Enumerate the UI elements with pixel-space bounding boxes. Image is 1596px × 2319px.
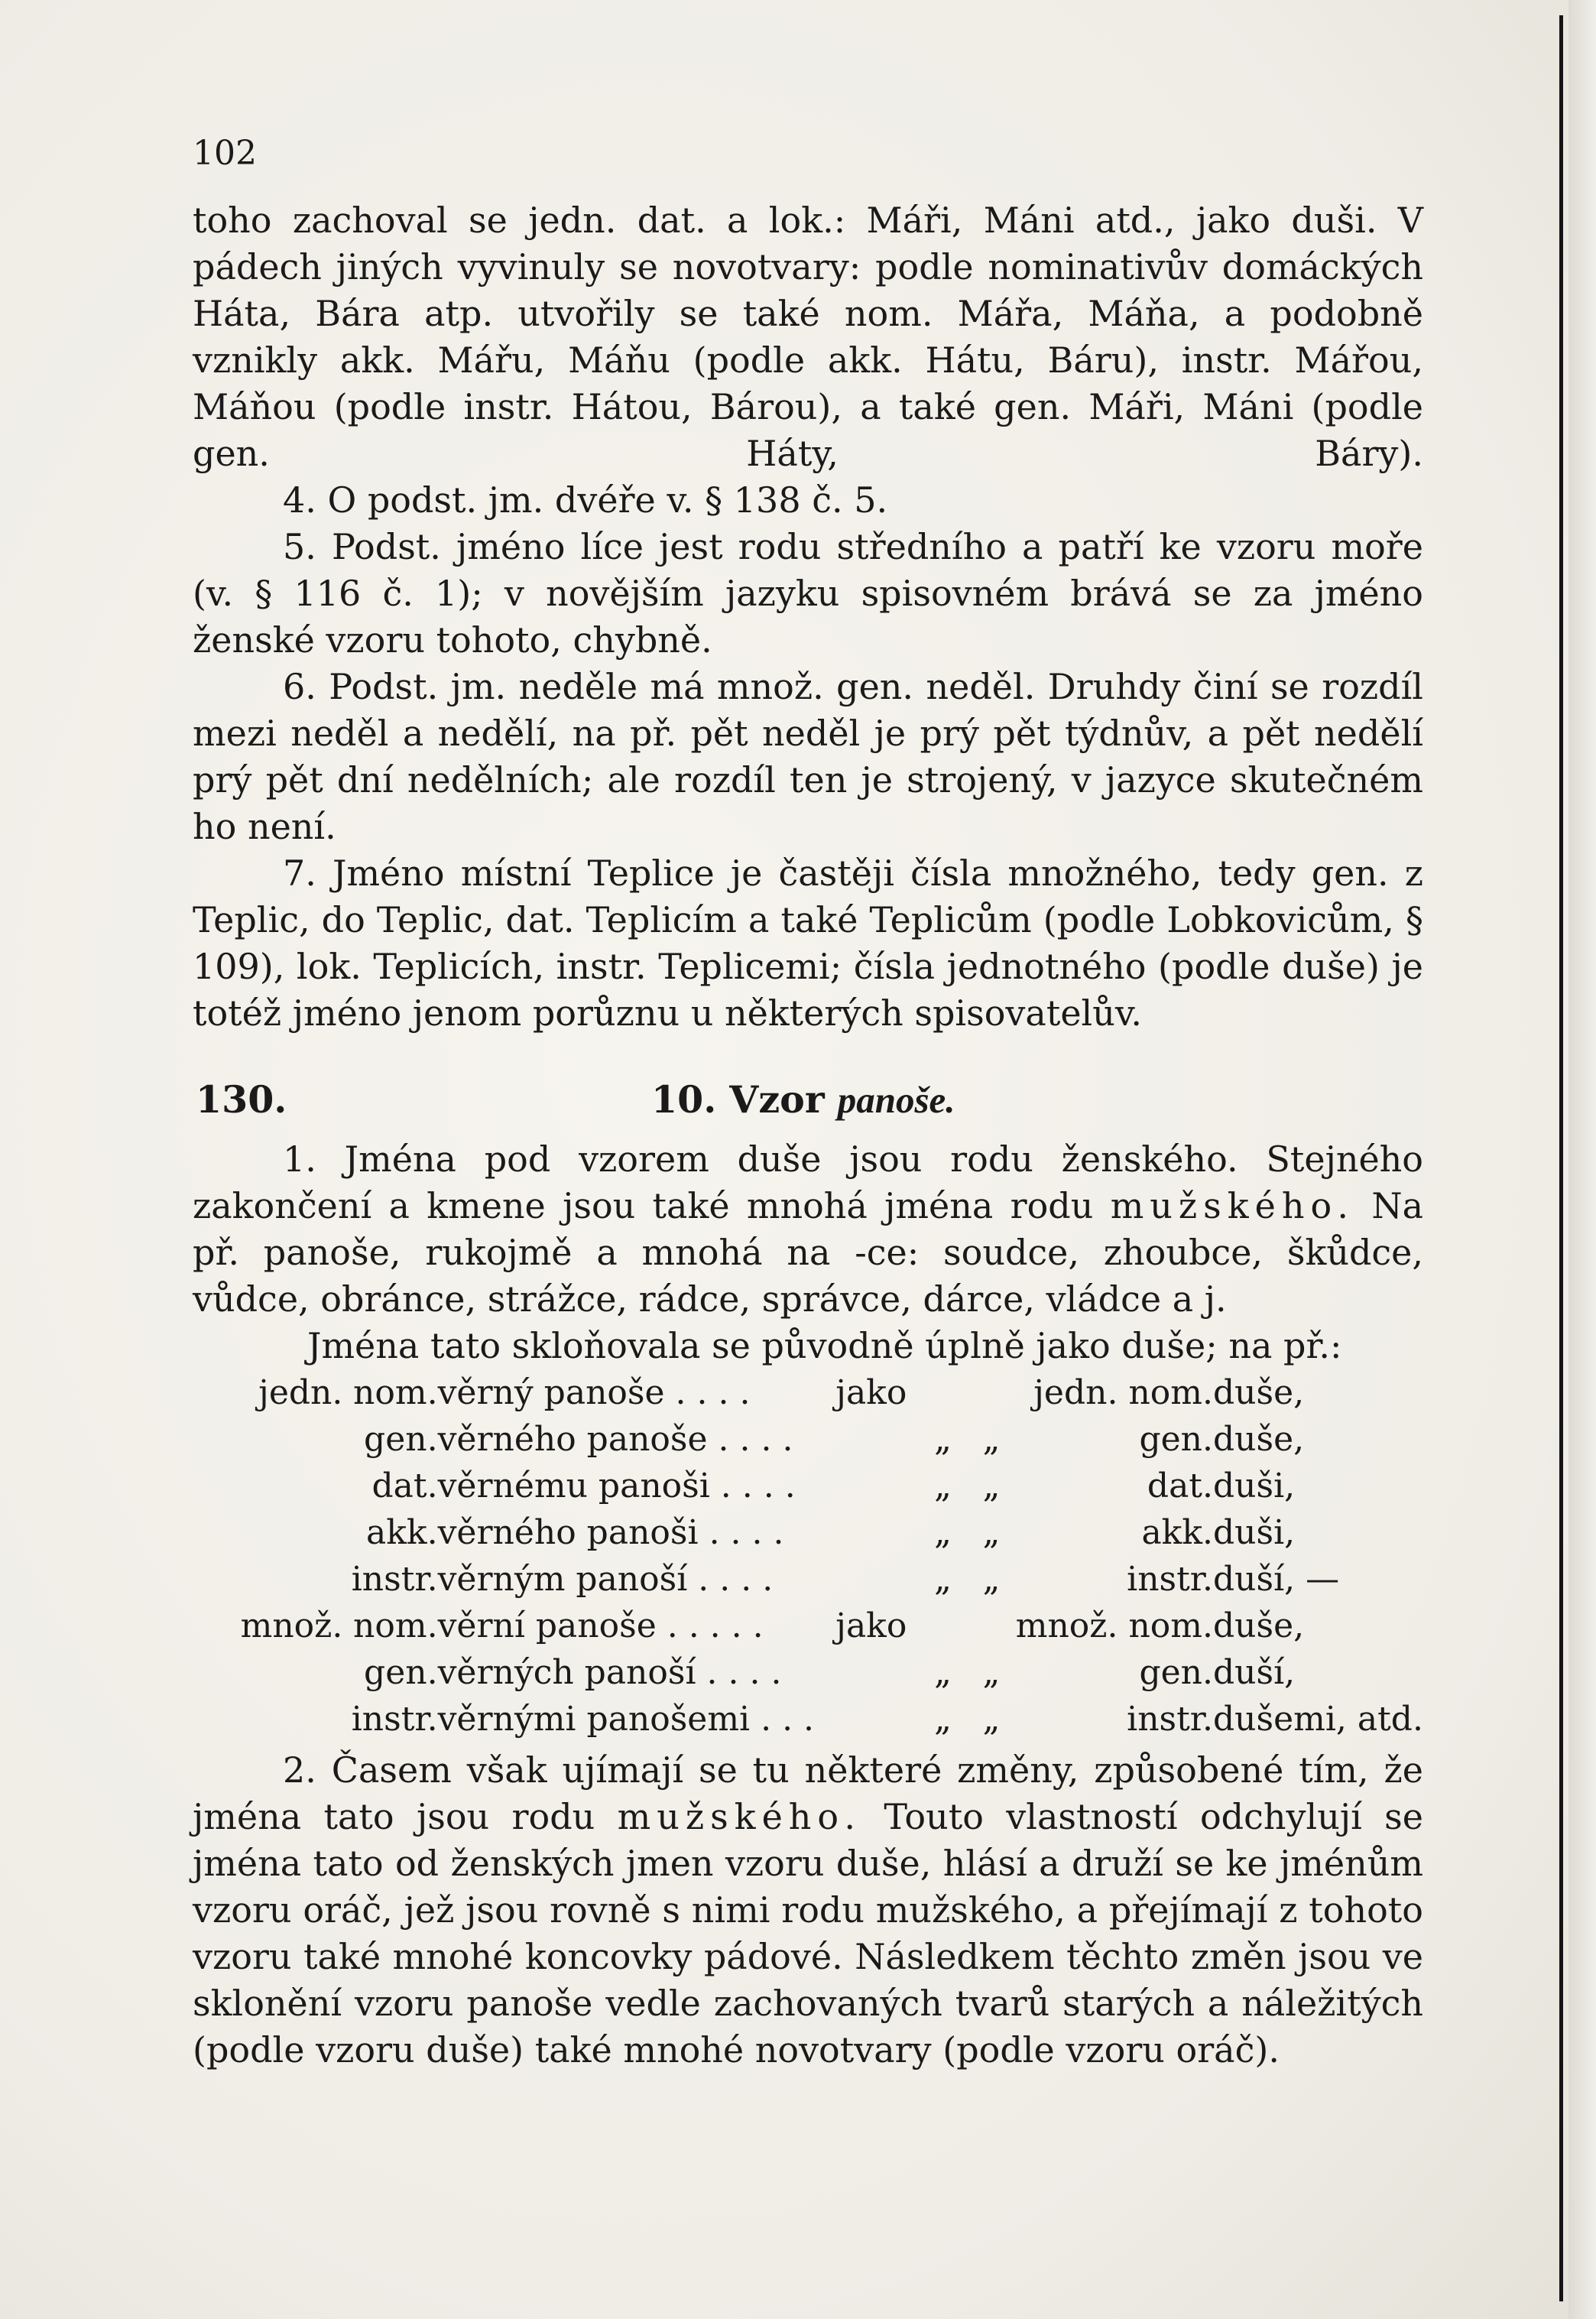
declension-leader-dots: . . . . [709,1513,784,1552]
p2-spaced: mužského. [617,1796,861,1837]
declension-q2: „ [982,1560,1001,1599]
declension-number [238,1696,342,1742]
declension-soul: duší, [1212,1653,1296,1692]
declension-table [238,1369,1423,1742]
declension-row [238,1463,1423,1509]
declension-rel: jako [835,1373,907,1412]
declension-q1: „ [934,1560,952,1599]
declension-form-text: věrných panoší [437,1653,696,1692]
declension-form-text: věrnými panošemi [437,1700,751,1739]
declension-case: akk. [366,1513,438,1552]
declension-rel [835,1556,919,1603]
declension-row [238,1556,1423,1603]
page-number: 102 [193,134,257,173]
paragraph-continuation: toho zachoval se jedn. dat. a lok.: Máři, Máni atd., jako duši. V pádech jiných vyvinuly se novotvary: podle nominativův domáckých Háta, Bára atp. utvořily se také nom. Mářa, Máňa, a podobně vznikly akk. Mářu, Máňu (podle akk. Hátu, Báru), instr. Mářou, Máňou (podle instr. Hátou, Bárou), a také gen. Máři, Máni (podle gen. Háty, Báry). [193,200,1423,474]
declension-form [438,1696,836,1742]
declension-case2: akk. [1141,1513,1213,1552]
declension-row [238,1649,1423,1696]
p1-before: 1. Jména pod vzorem duše jsou rodu ženského. Stejného zakončení a kmene jsou také mnohá jména rodu [193,1138,1423,1226]
declension-form-text: věrní panoše [437,1606,657,1645]
declension-leader-dots: . . . . [718,1420,793,1459]
declension-soul: duše, [1212,1606,1305,1645]
declension-soul: duši, [1212,1466,1296,1505]
declension-case2: gen. [1139,1653,1213,1692]
declension-rel [835,1463,919,1509]
declension-rel: jako [835,1606,907,1645]
declension-case: nom. [353,1606,438,1645]
declension-row [238,1369,1423,1416]
declension-soul: duši, [1212,1513,1296,1552]
page-edge-line [1559,15,1563,2301]
declension-q2 [967,1603,1015,1649]
declension-case2: množ. nom. [1015,1606,1213,1645]
section-paragraph-2 [193,1747,1423,2074]
declension-q2: „ [982,1653,1001,1692]
declension-number [238,1416,342,1463]
declension-rel [835,1649,919,1696]
declension-q2 [967,1369,1015,1416]
declension-leader-dots: . . . . . [667,1606,764,1645]
declension-case: gen. [364,1653,438,1692]
declension-form [438,1556,836,1603]
declension-case2: jedn. nom. [1033,1373,1213,1412]
section-paragraph-1 [193,1136,1423,1323]
declension-leader-dots: . . . . [675,1373,751,1412]
declension-number [238,1463,342,1509]
declension-intro: Jména tato skloňovala se původně úplně jako duše; na př.: [307,1325,1342,1366]
declension-rel [835,1416,919,1463]
declension-case: dat. [371,1466,438,1505]
declension-leader-dots: . . . . [698,1560,774,1599]
declension-number [238,1509,342,1556]
declension-soul: duše, [1212,1373,1305,1412]
declension-form-text: věrný panoše [437,1373,665,1412]
declension-case: nom. [353,1373,438,1412]
declension-case: gen. [364,1420,438,1459]
page-text [193,130,1423,2074]
declension-q1 [919,1603,967,1649]
declension-q2: „ [982,1420,1001,1459]
declension-form-text: věrného panoše [437,1420,708,1459]
declension-case: instr. [351,1700,438,1739]
paragraph-6: 6. Podst. jm. neděle má množ. gen. neděl. Druhdy činí se rozdíl mezi neděl a nedělí, na př. pět neděl je prý pět týdnův, a pět nedělí prý pět dní nedělních; ale rozdíl ten je strojený, v jazyce skutečném ho není. [193,666,1423,847]
declension-row [238,1603,1423,1649]
declension-form-text: věrným panoší [437,1560,688,1599]
p2-before: 2. Časem však ujímají se tu některé změny, způsobené tím, že jména tato jsou rodu [193,1749,1423,1837]
section-heading [193,1077,1423,1125]
declension-q1: „ [934,1700,952,1739]
declension-form-text: věrnému panoši [437,1466,710,1505]
paragraph-4: 4. O podst. jm. dvéře v. § 138 č. 5. [283,479,888,521]
declension-q1: „ [934,1653,952,1692]
declension-leader-dots: . . . . [706,1653,782,1692]
p1-after: Na př. panoše, rukojmě a mnohá na -ce: soudce, zhoubce, škůdce, vůdce, obránce, strážce, rádce, správce, dárce, vládce a j. [193,1185,1424,1320]
declension-q2: „ [982,1513,1001,1552]
declension-case2: dat. [1147,1466,1213,1505]
declension-leader-dots: . . . . [720,1466,796,1505]
section-number: 130. [196,1077,287,1122]
declension-row [238,1416,1423,1463]
declension-soul: duší, — [1212,1560,1340,1599]
declension-q1: „ [934,1466,952,1505]
declension-form [438,1509,836,1556]
p2-after: Touto vlastností odchylují se jména tato od ženských jmen vzoru duše, hlásí a druží se ke jménům vzoru oráč, jež jsou rovně s nimi rodu mužského, a přejímají z tohoto vzoru také mnohé koncovky pádové. Následkem těchto změn jsou ve sklonění vzoru panoše vedle zachovaných tvarů starých a náležitých (podle vzoru duše) také mnohé novotvary (podle vzoru oráč). [193,1796,1423,2071]
p1-spaced: mužského. [1110,1185,1355,1226]
declension-number: jedn. [258,1373,343,1412]
declension-rows [238,1369,1423,1742]
declension-case2: instr. [1127,1560,1213,1599]
declension-leader-dots: . . . [761,1700,815,1739]
declension-q2: „ [982,1700,1001,1739]
declension-soul: duše, [1212,1420,1305,1459]
paragraph-5: 5. Podst. jméno líce jest rodu středního a patří ke vzoru moře (v. § 116 č. 1); v novějším jazyku spisovném brává se za jméno ženské vzoru tohoto, chybně. [193,526,1423,661]
section-title-prefix: 10. Vzor [651,1077,825,1122]
declension-number [238,1649,342,1696]
declension-rel [835,1509,919,1556]
declension-case2: instr. [1127,1700,1213,1739]
declension-q2: „ [982,1466,1001,1505]
declension-case2: gen. [1139,1420,1213,1459]
declension-rel [835,1696,919,1742]
section-title [651,1077,955,1123]
declension-form [438,1649,836,1696]
paragraph-7: 7. Jméno místní Teplice je častěji čísla množného, tedy gen. z Teplic, do Teplic, dat. Teplicím a také Teplicům (podle Lobkovicům, § 109), lok. Teplicích, instr. Teplicemi; čísla jednotného (podle duše) je totéž jméno jenom porůznu u některých spisovatelův. [193,853,1423,1034]
declension-form [438,1369,836,1416]
declension-number [238,1556,342,1603]
declension-q1 [919,1369,967,1416]
declension-q1: „ [934,1513,952,1552]
declension-form [438,1603,836,1649]
section-title-word: panoše. [837,1079,955,1121]
declension-case: instr. [351,1560,438,1599]
declension-q1: „ [934,1420,952,1459]
declension-row [238,1696,1423,1742]
declension-row [238,1509,1423,1556]
declension-soul: dušemi, atd. [1212,1700,1423,1739]
declension-number: množ. [240,1606,343,1645]
scan-edge [1568,0,1596,2319]
declension-form-text: věrného panoši [437,1513,699,1552]
declension-form [438,1416,836,1463]
declension-form [438,1463,836,1509]
